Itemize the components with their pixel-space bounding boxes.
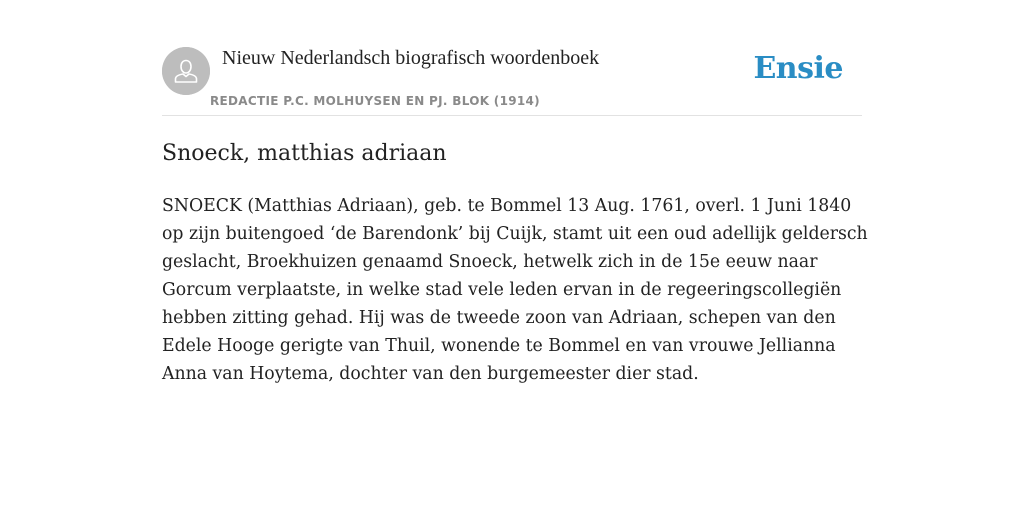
editors-credit: REDACTIE P.C. MOLHUYSEN EN PJ. BLOK (1914) bbox=[210, 94, 540, 108]
header bbox=[162, 0, 862, 116]
avatar[interactable] bbox=[162, 47, 210, 95]
entry-card bbox=[162, 0, 868, 512]
book-title[interactable]: Nieuw Nederlandsch biografisch woordenboek bbox=[222, 47, 600, 69]
user-icon bbox=[162, 47, 210, 95]
brand-logo[interactable]: Ensie bbox=[753, 51, 843, 86]
entry-title: Snoeck, matthias adriaan bbox=[162, 141, 447, 166]
entry-body: SNOECK (Matthias Adriaan), geb. te Bommel 13 Aug. 1761, overl. 1 Juni 1840 op zijn buitengoed ‘de Barendonk’ bij Cuijk, stamt uit een oud adellijk geldersch geslacht, Broekhuizen genaamd Snoeck, hetwelk zich in de 15e eeuw naar Gorcum verplaatste, in welke stad vele leden ervan in de regeeringscollegiën hebben zitting gehad. Hij was de tweede zoon van Adriaan, schepen van den Edele Hooge gerigte van Thuil, wonende te Bommel en van vrouwe Jellianna Anna van Hoytema, dochter van den burgemeester dier stad. bbox=[162, 196, 868, 384]
